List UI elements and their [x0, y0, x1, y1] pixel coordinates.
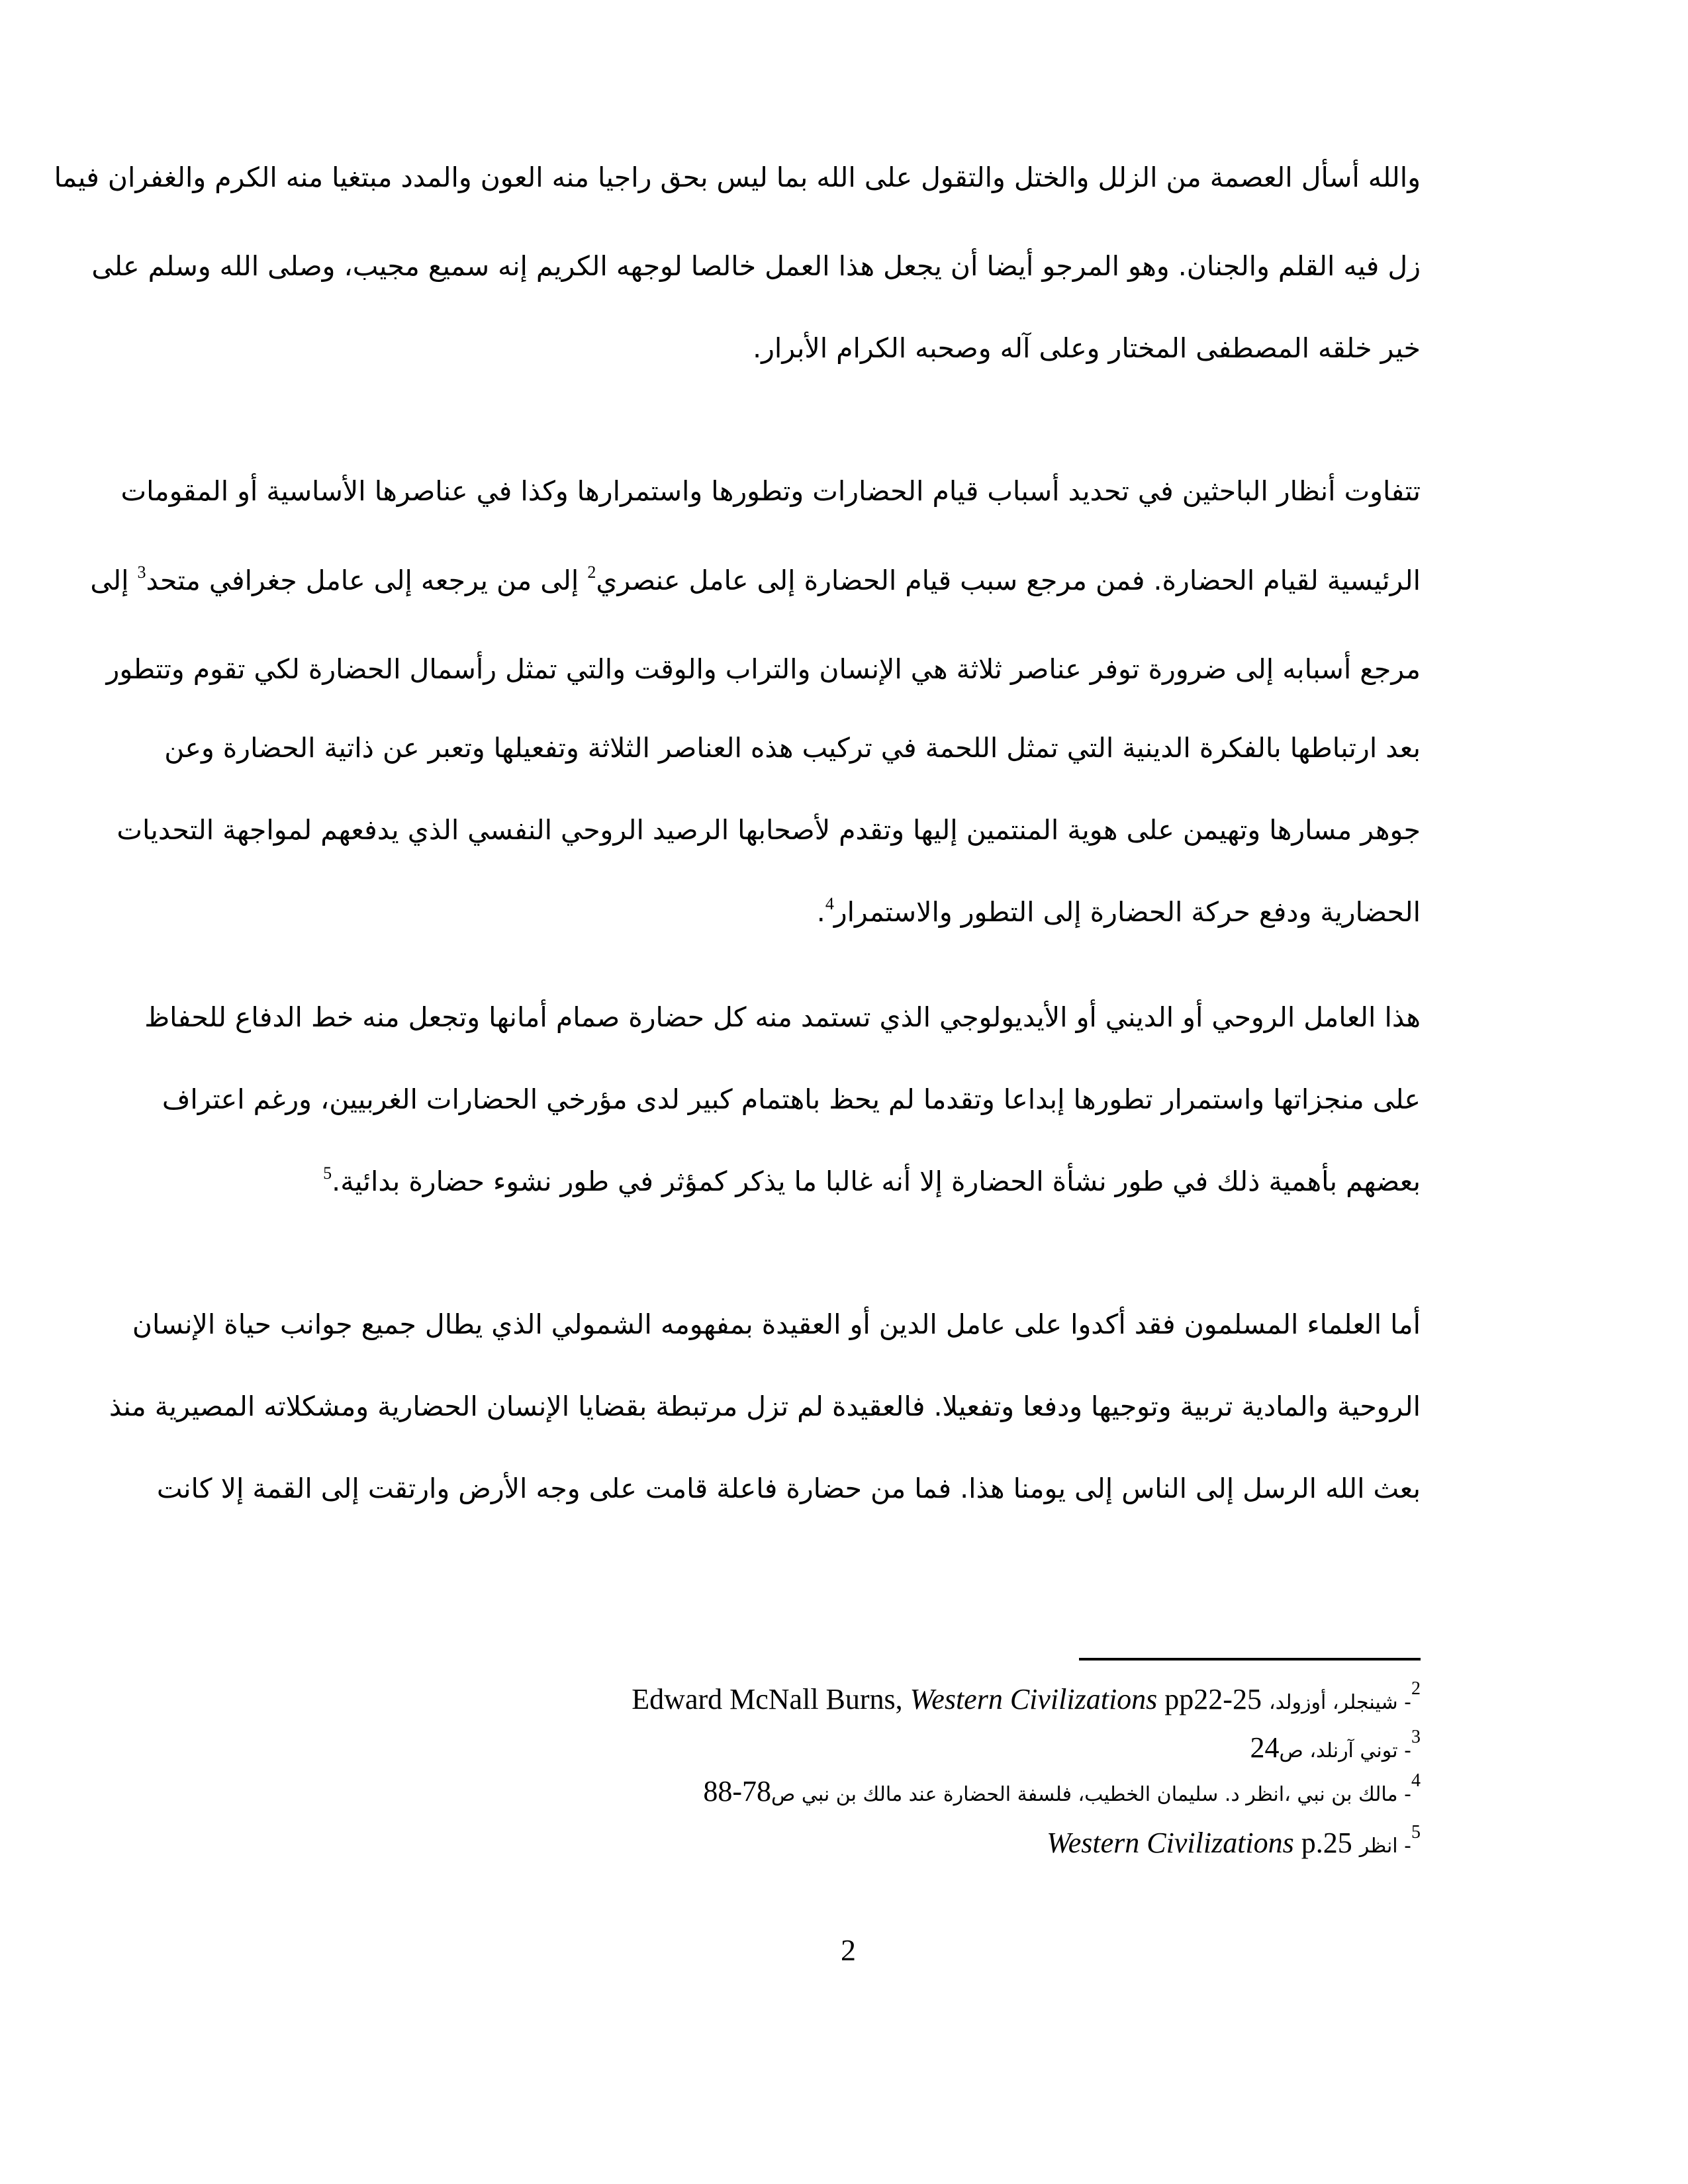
- text-line: [273, 1161, 1421, 1201]
- text-segment: .: [816, 896, 825, 928]
- footnote-title: Western Civilizations: [910, 1683, 1158, 1715]
- footnote-number: 3: [1411, 1727, 1421, 1747]
- page-number: 2: [841, 1933, 856, 1967]
- footnote: [1243, 1729, 1421, 1770]
- footnote-ref[interactable]: 2: [587, 563, 596, 582]
- footnote-citation: [1047, 1827, 1352, 1859]
- footnote-separator: [1079, 1658, 1421, 1661]
- text-line: بعث الله الرسل إلى الناس إلى يومنا هذا. فما من حضارة فاعلة قامت على وجه الأرض وارتقت إلى القمة إلا كانت: [156, 1473, 1421, 1504]
- text-segment: الحضارية ودفع حركة الحضارة إلى التطور والاستمرار: [833, 896, 1421, 928]
- footnote-pages: pp22-25: [1157, 1683, 1262, 1715]
- text-line: هذا العامل الروحي أو الديني أو الأيديولوجي الذي تستمد منه كل حضارة صمام أمانها وتجعل منه خط الدفاع للحفاظ: [144, 1001, 1421, 1033]
- footnote-number: 4: [1411, 1770, 1421, 1791]
- footnote-pages: 24: [1243, 1731, 1280, 1764]
- footnote: [1047, 1822, 1421, 1865]
- footnote-pages: p.25: [1293, 1827, 1352, 1859]
- text-line: والله أسأل العصمة من الزلل والختل والتقول على الله بما ليس بحق راجيا منه العون والمدد مبتغيا منه الكرم والغفران فيما: [54, 161, 1421, 193]
- footnote-arabic: - مالك بن نبي ،انظر د. سليمان الخطيب، فلسفة الحضارة عند مالك بن نبي ص: [771, 1783, 1411, 1806]
- text-line: زل فيه القلم والجنان. وهو المرجو أيضا أن يجعل هذا العمل خالصا لوجهه الكريم إنه سميع مجيب، وصلى الله وسلم على: [91, 250, 1421, 282]
- footnote-ref[interactable]: 5: [323, 1163, 332, 1183]
- footnote-citation: [632, 1683, 1262, 1715]
- footnote-pages: 88-78: [696, 1775, 772, 1807]
- footnote-arabic: - توني آرنلد، ص: [1279, 1739, 1411, 1762]
- footnote-title: Western Civilizations: [1047, 1827, 1294, 1859]
- text-line: على منجزاتها واستمرار تطورها إبداعا وتقدما لم يحظ باهتمام كبير لدى مؤرخي الحضارات الغربيين، ورغم اعتراف: [162, 1083, 1421, 1115]
- footnote-number: 5: [1411, 1822, 1421, 1843]
- text-line: جوهر مسارها وتهيمن على هوية المنتمين إليها وتقدم لأصحابها الرصيد الروحي النفسي الذي يدفعهم لمواجهة التحديات: [117, 814, 1421, 846]
- footnote-arabic: - انظر: [1359, 1835, 1411, 1858]
- footnote: [696, 1770, 1421, 1813]
- text-segment: إلى من يرجعه إلى عامل جغرافي متحد: [146, 565, 588, 596]
- text-line: تتفاوت أنظار الباحثين في تحديد أسباب قيام الحضارات وتطورها واستمرارها وكذا في عناصرها الأساسية أو المقومات: [120, 475, 1421, 507]
- text-line: أما العلماء المسلمون فقد أكدوا على عامل الدين أو العقيدة بمفهومه الشمولي الذي يطال جميع جوانب حياة الإنسان: [132, 1308, 1421, 1340]
- footnote-number: 2: [1411, 1678, 1421, 1699]
- footnote-author: Edward McNall Burns,: [632, 1683, 910, 1715]
- text-line: بعد ارتباطها بالفكرة الدينية التي تمثل اللحمة في تركيب هذه العناصر الثلاثة وتفعيلها وتعبر عن ذاتية الحضارة وعن: [164, 732, 1421, 764]
- text-line: [273, 892, 1421, 932]
- text-line: [90, 561, 1421, 600]
- text-segment: الرئيسية لقيام الحضارة. فمن مرجع سبب قيام الحضارة إلى عامل عنصري: [596, 565, 1421, 596]
- text-segment: بعضهم بأهمية ذلك في طور نشأة الحضارة إلا أنه غالبا ما يذكر كمؤثر في طور نشوء حضارة بدائية.: [332, 1165, 1421, 1197]
- footnote-ref[interactable]: 3: [137, 563, 146, 582]
- text-segment: إلى: [90, 565, 138, 596]
- footnote: [632, 1678, 1421, 1721]
- footnote-arabic: - شينجلر، أوزولد،: [1268, 1691, 1411, 1714]
- footnote-ref[interactable]: 4: [825, 894, 834, 913]
- text-line: مرجع أسبابه إلى ضرورة توفر عناصر ثلاثة هي الإنسان والتراب والوقت والتي تمثل رأسمال الحضارة لكي تقوم وتتطور: [106, 653, 1421, 685]
- text-line: الروحية والمادية تربية وتوجيها ودفعا وتفعيلا. فالعقيدة لم تزل مرتبطة بقضايا الإنسان الحضارية ومشكلاته المصيرية منذ: [109, 1390, 1421, 1422]
- text-line: خير خلقه المصطفى المختار وعلى آله وصحبه الكرام الأبرار.: [753, 332, 1421, 364]
